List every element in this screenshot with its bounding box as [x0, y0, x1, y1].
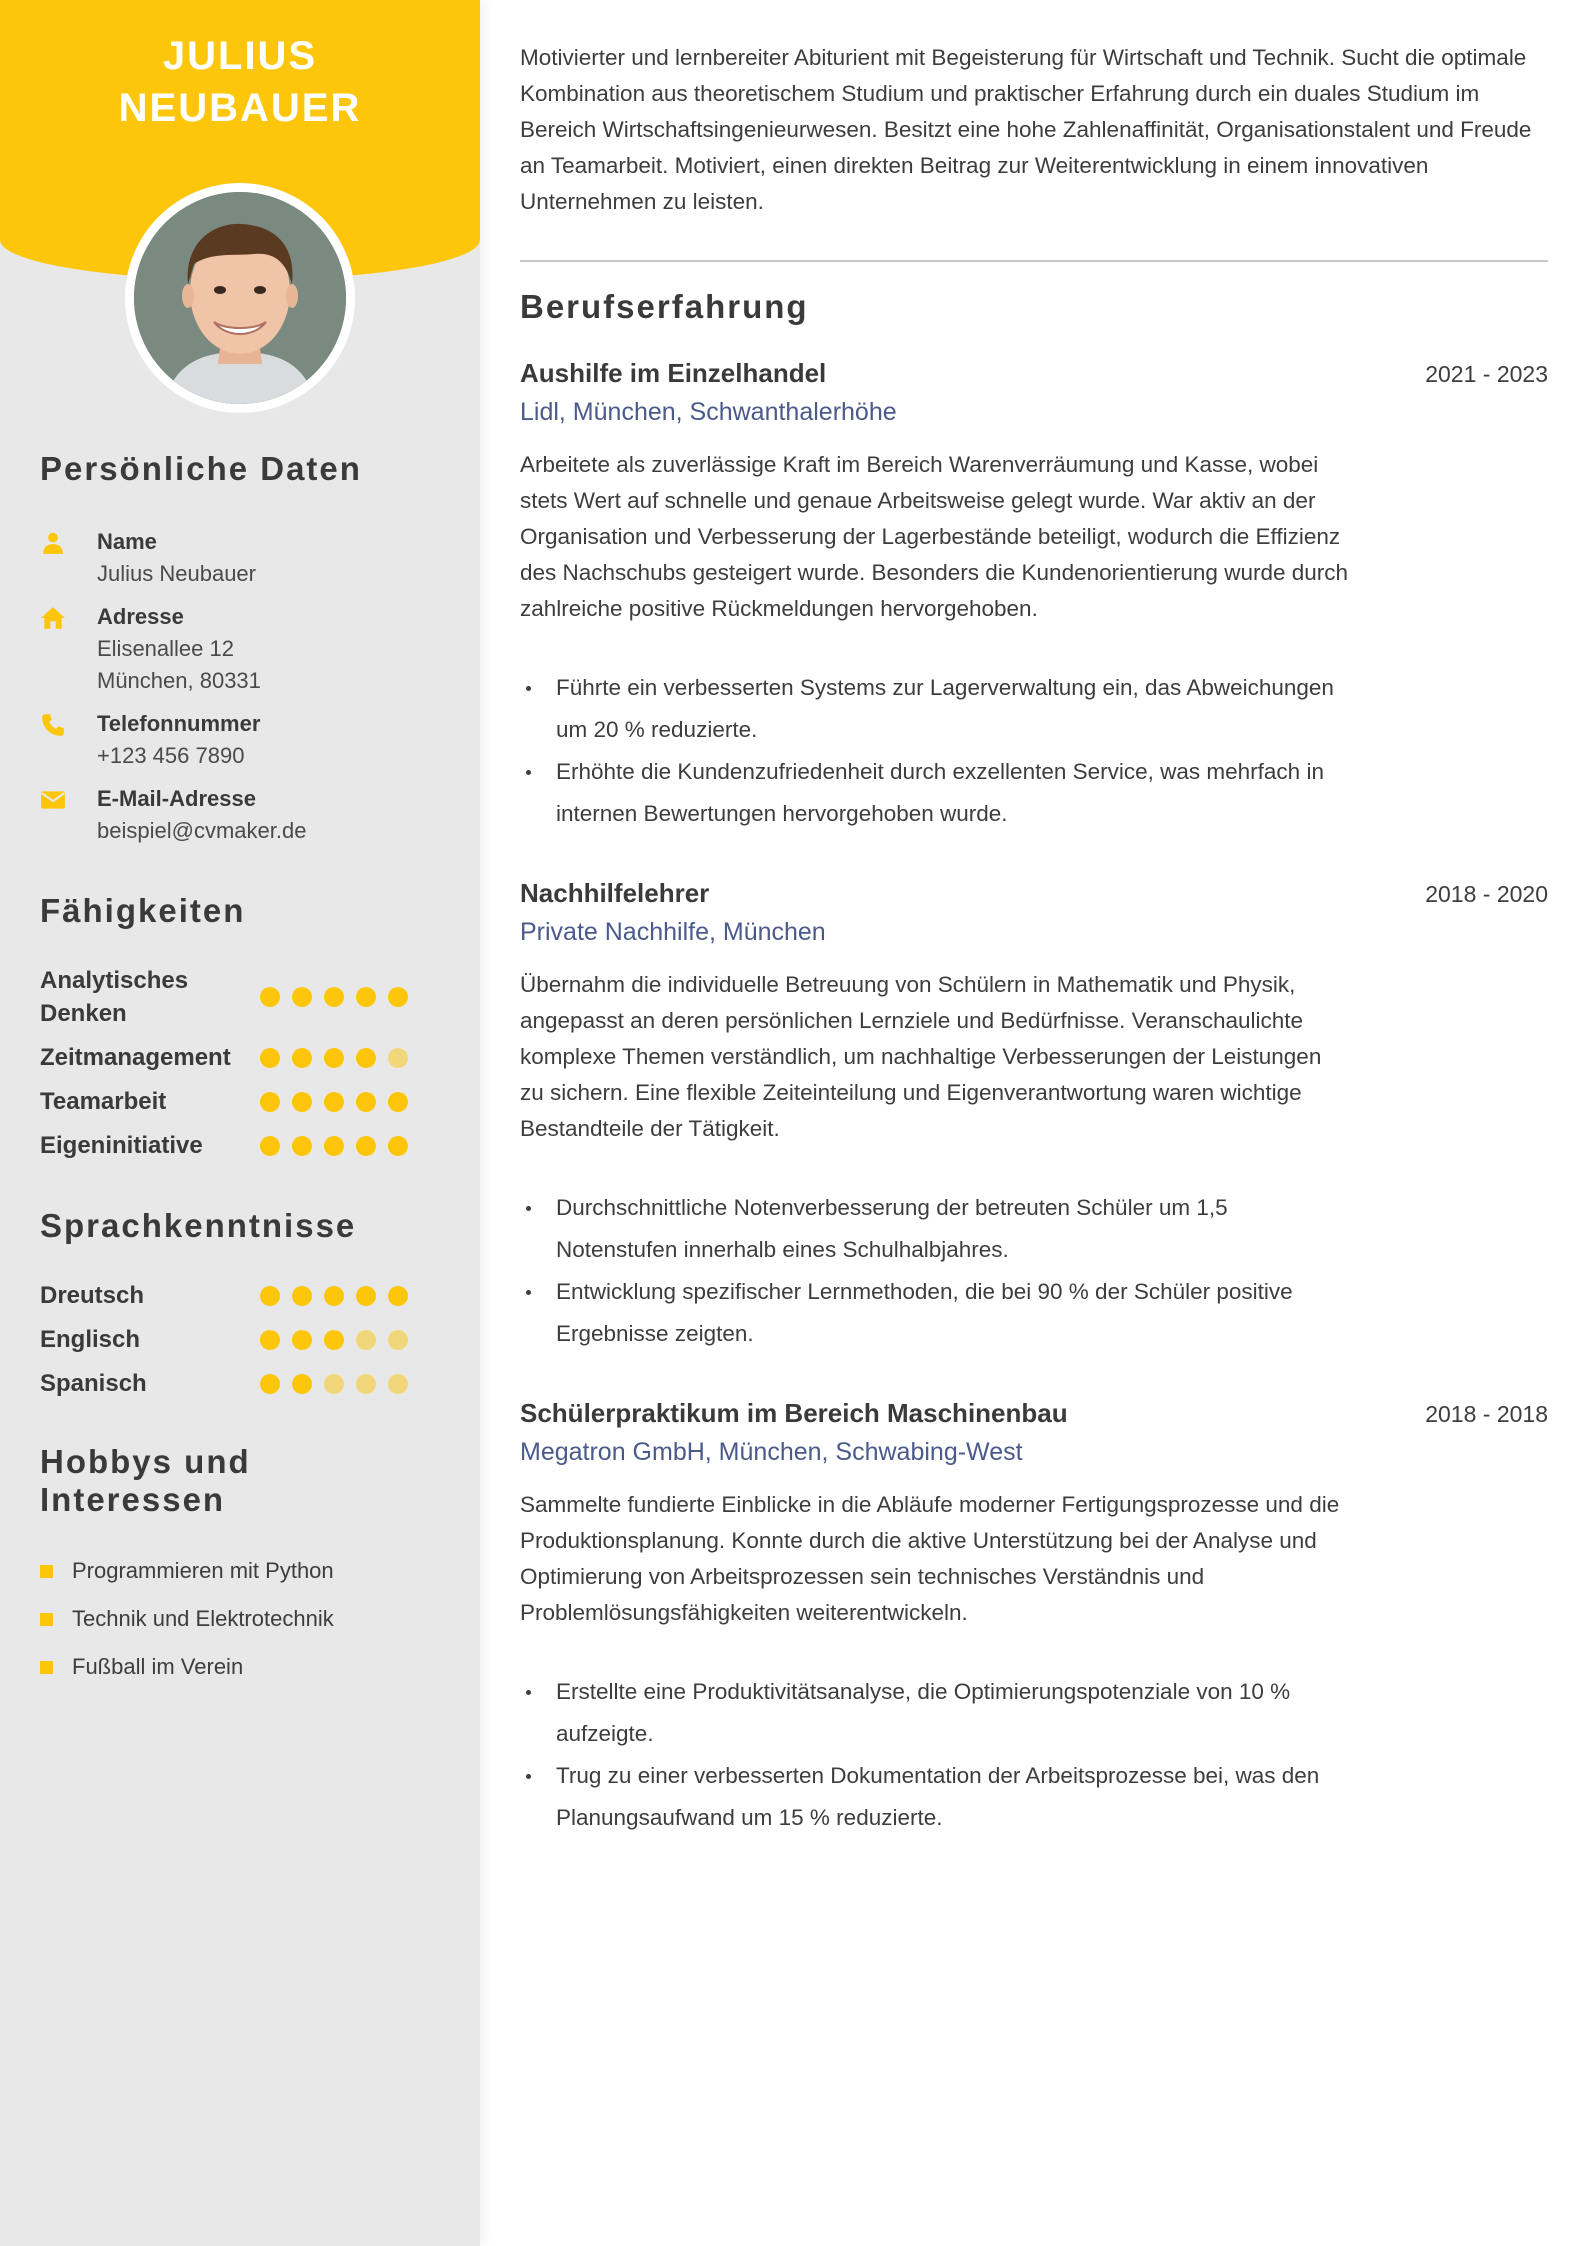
job-company: Lidl, München, Schwanthalerhöhe	[520, 398, 897, 426]
job-description: Sammelte fundierte Einblicke in die Abläufe moderner Fertigungsprozesse und die Produktionsplanung. Konnte durch die aktive Unterstützung bei der Analyse und Optimierung von Arbeitsprozessen sein technisches Verständnis und Problemlösungsfähigkeiten weiterentwickeln.	[520, 1492, 1340, 1625]
job-company: Private Nachhilfe, München	[520, 918, 826, 946]
rating-dot-filled	[260, 987, 280, 1007]
candidate-name	[0, 30, 480, 134]
achievement-item: Führte ein verbesserten Systems zur Lagerverwaltung ein, das Abweichungen um 20 % reduzierte.	[520, 667, 1350, 751]
achievement-item: Trug zu einer verbesserten Dokumentation der Arbeitsprozesse bei, was den Planungsaufwand um 15 % reduzierte.	[520, 1755, 1350, 1839]
rating-row	[40, 1129, 440, 1162]
languages-heading: Sprachkenntnisse	[40, 1207, 357, 1244]
rating-row	[40, 1367, 440, 1400]
job-dates: 2018 - 2018	[1425, 1401, 1548, 1427]
job-achievements	[520, 1671, 1350, 1839]
personal-data-heading: Persönliche Daten	[40, 450, 362, 487]
job-title: Nachhilfelehrer	[520, 878, 710, 908]
skills-heading: Fähigkeiten	[40, 892, 246, 929]
rating-row	[40, 964, 440, 1030]
rating-dot-filled	[292, 1092, 312, 1112]
rating-dot-filled	[260, 1048, 280, 1068]
rating-dots	[260, 987, 420, 1007]
job-achievements	[520, 667, 1350, 835]
rating-dot-filled	[356, 1092, 376, 1112]
rating-dot-filled	[260, 1374, 280, 1394]
personal-label: E-Mail-Adresse	[97, 786, 256, 811]
rating-dot-filled	[260, 1092, 280, 1112]
job-description: Arbeitete als zuverlässige Kraft im Bereich Warenverräumung und Kasse, wobei stets Wert auf schnelle und genaue Arbeitsweise gelegt wurde. War aktiv an der Organisation und Verbesserung der Lagerbestände beteiligt, wodurch die Effizienz des Nachschubs gesteigert wurde. Besonders die Kundenorientierung wurde durch zahlreiche positive Rückmeldungen hervorgehoben.	[520, 452, 1349, 621]
personal-value: +123 456 7890	[97, 743, 245, 768]
job-company: Megatron GmbH, München, Schwabing-West	[520, 1438, 1023, 1466]
achievement-item: Entwicklung spezifischer Lernmethoden, die bei 90 % der Schüler positive Ergebnisse zeigten.	[520, 1271, 1350, 1355]
experience-heading: Berufserfahrung	[520, 288, 809, 325]
achievement-item: Durchschnittliche Notenverbesserung der betreuten Schüler um 1,5 Notenstufen innerhalb eines Schulhalbjahres.	[520, 1187, 1350, 1271]
rating-dot-filled	[292, 1136, 312, 1156]
rating-dot-filled	[388, 1136, 408, 1156]
rating-label: Dreutsch	[40, 1282, 145, 1309]
rating-dot-filled	[324, 987, 344, 1007]
personal-label: Telefonnummer	[97, 711, 261, 736]
personal-value: beispiel@cvmaker.de	[97, 818, 307, 843]
rating-dot-filled	[324, 1048, 344, 1068]
personal-label: Name	[97, 529, 157, 554]
job-entry	[520, 1395, 1548, 1839]
hobby-item	[40, 1557, 440, 1585]
rating-dots	[260, 1136, 420, 1156]
rating-dot-filled	[324, 1330, 344, 1350]
first-name: JULIUS	[162, 34, 318, 78]
rating-dot-empty	[324, 1374, 344, 1394]
mail-icon	[40, 783, 97, 847]
personal-address-item	[40, 601, 440, 697]
rating-row	[40, 1323, 440, 1356]
personal-data-section	[40, 450, 440, 858]
rating-dot-filled	[260, 1330, 280, 1350]
rating-dots	[260, 1330, 420, 1350]
achievement-item: Erhöhte die Kundenzufriedenheit durch exzellenten Service, was mehrfach in internen Bewertungen hervorgehoben wurde.	[520, 751, 1350, 835]
job-description: Übernahm die individuelle Betreuung von Schülern in Mathematik und Physik, angepasst an deren persönlichen Lernziele und Bedürfnisse. Veranschaulichte komplexe Themen verständlich, um nachhaltige Verbesserungen der Leistungen zu sichern. Eine flexible Zeiteinteilung und Eigenverantwortung waren wichtige Bestandteile der Tätigkeit.	[520, 972, 1322, 1141]
job-entry	[520, 355, 1548, 835]
rating-dot-filled	[356, 1136, 376, 1156]
rating-dot-filled	[292, 987, 312, 1007]
rating-dot-empty	[356, 1330, 376, 1350]
personal-phone-item	[40, 708, 440, 772]
rating-dot-filled	[388, 1092, 408, 1112]
languages-list	[40, 1279, 440, 1400]
personal-email-item	[40, 783, 440, 847]
rating-row	[40, 1041, 440, 1074]
person-icon	[40, 526, 97, 590]
portrait-illustration	[134, 192, 346, 404]
rating-label: Spanisch	[40, 1370, 147, 1397]
profile-summary: Motivierter und lernbereiter Abiturient mit Begeisterung für Wirtschaft und Technik. Sucht die optimale Kombination aus theoretischem Studium und praktischer Erfahrung durch ein duales Studium im Bereich Wirtschaftsingenieurwesen. Besitzt eine hohe Zahlenaffinität, Organisationstalent und Freude an Teamarbeit. Motiviert, einen direkten Beitrag zur Weiterentwicklung in einem innovativen Unternehmen zu leisten.	[520, 45, 1532, 214]
skills-list	[40, 964, 440, 1162]
sidebar	[0, 0, 480, 2246]
rating-dot-empty	[388, 1048, 408, 1068]
rating-dots	[260, 1374, 420, 1394]
rating-dot-filled	[388, 987, 408, 1007]
rating-dot-filled	[356, 1286, 376, 1306]
phone-icon	[40, 708, 97, 772]
personal-value: München, 80331	[97, 668, 261, 693]
rating-dot-filled	[324, 1136, 344, 1156]
rating-label: Englisch	[40, 1326, 141, 1353]
rating-dot-filled	[292, 1330, 312, 1350]
personal-value: Elisenallee 12	[97, 636, 234, 661]
rating-label: Zeitmanagement	[40, 1044, 231, 1071]
hobbies-list	[40, 1557, 440, 1681]
rating-dots	[260, 1286, 420, 1306]
job-dates: 2018 - 2020	[1425, 881, 1548, 907]
job-title: Aushilfe im Einzelhandel	[520, 358, 827, 388]
job-dates: 2021 - 2023	[1425, 361, 1548, 387]
personal-name-item	[40, 526, 440, 590]
rating-row	[40, 1085, 440, 1118]
rating-dot-filled	[292, 1286, 312, 1306]
section-divider	[520, 260, 1548, 262]
job-achievements	[520, 1187, 1350, 1355]
last-name: NEUBAUER	[118, 86, 362, 130]
personal-label: Adresse	[97, 604, 184, 629]
job-entry	[520, 875, 1548, 1355]
rating-dot-filled	[324, 1092, 344, 1112]
rating-label: Teamarbeit	[40, 1088, 167, 1115]
languages-section	[40, 1207, 440, 1411]
rating-dot-filled	[324, 1286, 344, 1306]
hobbies-section	[40, 1443, 440, 1701]
personal-value: Julius Neubauer	[97, 561, 256, 586]
rating-dot-empty	[388, 1330, 408, 1350]
square-bullet-icon	[40, 1565, 53, 1578]
rating-dot-filled	[260, 1136, 280, 1156]
hobbies-heading: Hobbys und Interessen	[40, 1443, 251, 1518]
rating-dots	[260, 1092, 420, 1112]
skills-section	[40, 892, 440, 1173]
rating-dot-filled	[260, 1286, 280, 1306]
rating-dot-filled	[292, 1048, 312, 1068]
rating-dot-empty	[388, 1374, 408, 1394]
profile-photo-frame	[125, 183, 355, 413]
hobby-item	[40, 1653, 440, 1681]
rating-dot-empty	[356, 1374, 376, 1394]
hobby-label: Programmieren mit Python	[72, 1558, 334, 1583]
rating-dot-filled	[292, 1374, 312, 1394]
profile-photo	[134, 192, 346, 404]
rating-dot-filled	[388, 1286, 408, 1306]
square-bullet-icon	[40, 1613, 53, 1626]
home-icon	[40, 601, 97, 697]
hobby-item	[40, 1605, 440, 1633]
rating-dot-filled	[356, 987, 376, 1007]
rating-row	[40, 1279, 440, 1312]
hobby-label: Fußball im Verein	[72, 1654, 244, 1679]
personal-data-list	[40, 526, 440, 847]
square-bullet-icon	[40, 1661, 53, 1674]
rating-label: Eigeninitiative	[40, 1132, 203, 1159]
rating-dots	[260, 1048, 420, 1068]
job-title: Schülerpraktikum im Bereich Maschinenbau	[520, 1398, 1068, 1428]
achievement-item: Erstellte eine Produktivitätsanalyse, die Optimierungspotenziale von 10 % aufzeigte.	[520, 1671, 1350, 1755]
rating-dot-filled	[356, 1048, 376, 1068]
rating-label: Analytisches Denken	[40, 967, 189, 1027]
hobby-label: Technik und Elektrotechnik	[72, 1606, 334, 1631]
